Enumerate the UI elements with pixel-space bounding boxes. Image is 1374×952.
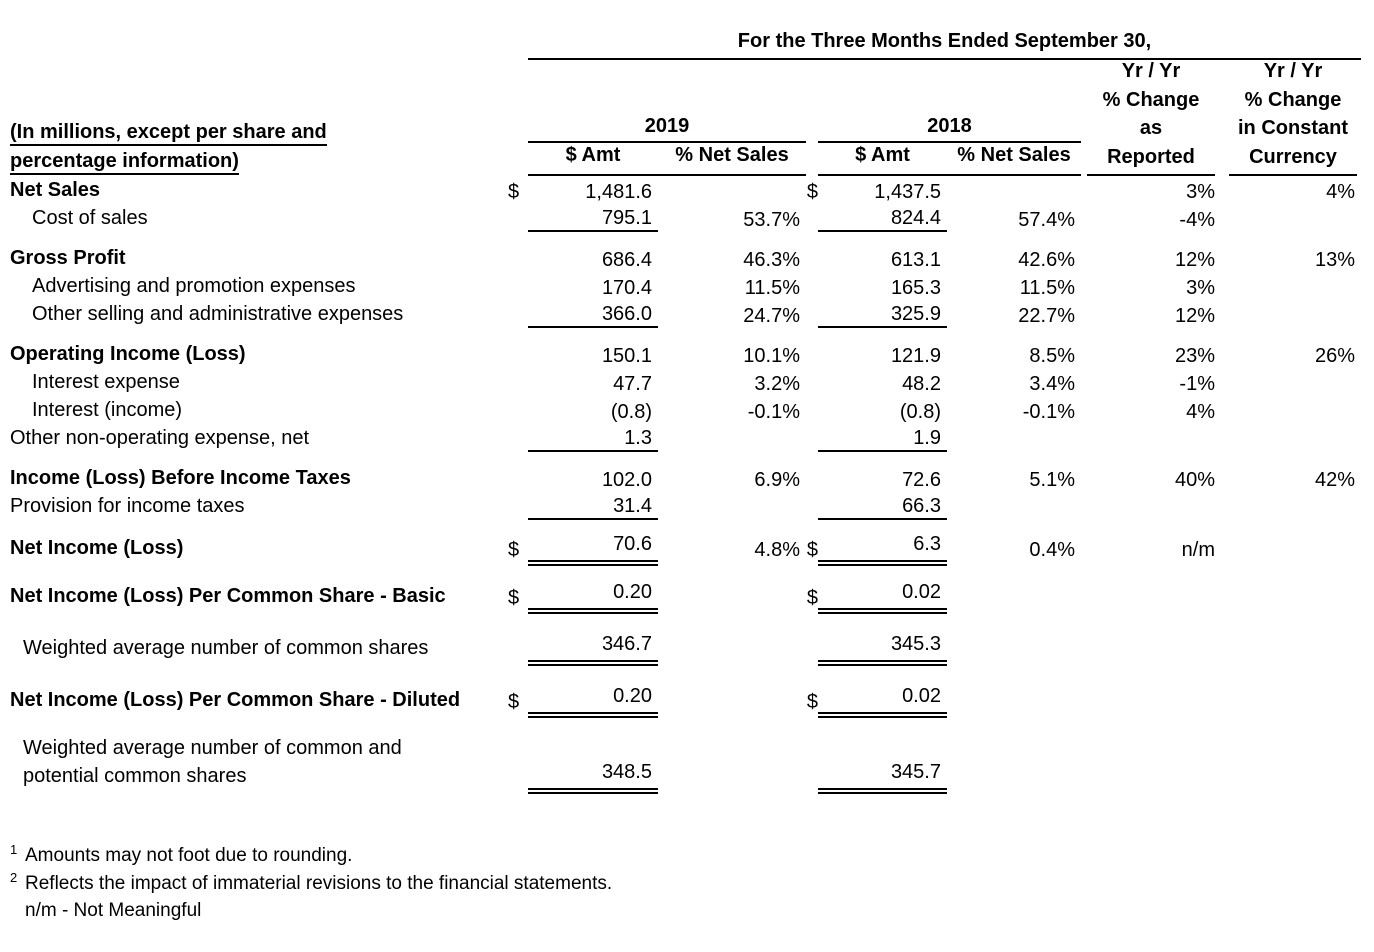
row-label (0, 424, 490, 452)
cell-amount-2018: 72.6 (902, 469, 941, 491)
footnote-2: $^2$ Reflects the impact of immaterial revisions to the financial statements. (10, 869, 613, 894)
cell-amount-2018: 48.2 (902, 373, 941, 395)
row-label (0, 340, 490, 368)
cell-amount-2019: 686.4 (601, 249, 652, 271)
cell-yoy-change-reported (1081, 424, 1221, 452)
row-label-text: Net Income (Loss) (10, 537, 184, 559)
cell-yoy-change-reported (1081, 492, 1221, 520)
cell-yoy-change-constant-currency (1221, 424, 1361, 452)
cell-yoy-change-reported: 3% (1186, 181, 1215, 203)
row-label-text: Gross Profit (10, 247, 126, 269)
row-label (0, 464, 490, 492)
cell-yoy-change-constant-currency (1221, 730, 1361, 794)
cell-currency-symbol-2018 (806, 632, 818, 666)
column-header-amt-2018: $ Amt (818, 144, 947, 176)
cell-amount-2018: 165.3 (890, 277, 941, 299)
cell-pct-net-sales-2019 (658, 684, 806, 718)
cell-currency-symbol-2018: $ (806, 691, 818, 713)
cell-currency-symbol-2018 (806, 368, 818, 396)
footnote-text: Reflects the impact of immaterial revisions to the financial statements. (25, 872, 613, 894)
cell-currency-symbol-2018 (806, 244, 818, 272)
table-row (0, 176, 1361, 204)
row-label (0, 368, 490, 396)
table-row (0, 272, 1361, 300)
cell-pct-net-sales-2018 (947, 580, 1081, 614)
cell-pct-net-sales-2018: 11.5% (1019, 277, 1075, 299)
cell-yoy-change-reported (1081, 730, 1221, 794)
cell-yoy-change-reported (1081, 632, 1221, 666)
footnote-1: $^1$ Amounts may not foot due to rounding. (10, 842, 353, 866)
units-caption-line (10, 118, 327, 147)
footnote-text: n/m - Not Meaningful (25, 900, 202, 921)
row-label-text: Weighted average number of common and (23, 737, 402, 759)
cell-amount-2019: 31.4 (528, 492, 658, 520)
cell-currency-symbol-2018: $ (806, 539, 818, 561)
column-header-line: in Constant (1238, 117, 1348, 139)
table-row (0, 340, 1361, 368)
cell-pct-net-sales-2019: 3.2% (754, 373, 800, 395)
units-caption-text: percentage information) (10, 150, 239, 175)
row-label-text-line2: potential common shares (23, 765, 247, 787)
cell-yoy-change-constant-currency: 42% (1314, 469, 1355, 491)
cell-pct-net-sales-2018 (947, 730, 1081, 794)
units-caption (10, 118, 327, 175)
cell-amount-2018: 1.9 (818, 424, 947, 452)
cell-currency-symbol-2019 (490, 464, 528, 492)
cell-currency-symbol-2018 (806, 204, 818, 232)
cell-currency-symbol-2019 (490, 492, 528, 520)
cell-pct-net-sales-2018: 42.6% (1018, 249, 1075, 271)
cell-amount-2018: 1,437.5 (874, 181, 941, 203)
cell-currency-symbol-2018 (806, 340, 818, 368)
cell-amount-2018: 345.3 (818, 632, 947, 666)
footnote-text: Amounts may not foot due to rounding. (25, 845, 353, 866)
column-header-pct-net-sales-2018: % Net Sales (947, 144, 1081, 176)
cell-currency-symbol-2018 (806, 300, 818, 328)
cell-amount-2019: 795.1 (528, 204, 658, 232)
cell-pct-net-sales-2019: 24.7% (743, 305, 800, 327)
cell-amount-2019: 170.4 (601, 277, 652, 299)
row-label-text: Advertising and promotion expenses (32, 275, 356, 297)
row-label (0, 532, 490, 566)
cell-pct-net-sales-2018 (947, 492, 1081, 520)
table-row (0, 368, 1361, 396)
column-header-line: Reported (1107, 145, 1195, 168)
cell-currency-symbol-2019 (490, 632, 528, 666)
cell-yoy-change-constant-currency: 13% (1314, 249, 1355, 271)
cell-currency-symbol-2018: $ (806, 181, 818, 203)
cell-pct-net-sales-2019 (658, 730, 806, 794)
cell-pct-net-sales-2018: 57.4% (1018, 209, 1075, 231)
cell-amount-2019: 1,481.6 (585, 181, 652, 203)
cell-pct-net-sales-2018: -0.1% (1022, 401, 1075, 423)
cell-pct-net-sales-2018: 3.4% (1029, 373, 1075, 395)
units-caption-line (10, 147, 327, 176)
cell-pct-net-sales-2018: 5.1% (1029, 469, 1075, 491)
row-label (0, 632, 490, 666)
column-header-line: Yr / Yr (1121, 60, 1181, 82)
column-group-2019: 2019 (528, 115, 806, 143)
column-header-line: as (1139, 117, 1163, 139)
cell-amount-2019: 150.1 (601, 345, 652, 367)
column-group-2018: 2018 (818, 115, 1081, 143)
cell-yoy-change-constant-currency (1221, 492, 1361, 520)
cell-pct-net-sales-2019: 10.1% (743, 345, 800, 367)
row-label-text: Provision for income taxes (10, 495, 245, 517)
cell-amount-2018: 121.9 (890, 345, 941, 367)
cell-pct-net-sales-2018: 0.4% (1029, 539, 1075, 561)
cell-currency-symbol-2019 (490, 340, 528, 368)
cell-amount-2018: 824.4 (818, 204, 947, 232)
cell-yoy-change-reported: 12% (1174, 249, 1215, 271)
cell-currency-symbol-2019 (490, 730, 528, 794)
cell-pct-net-sales-2019 (658, 580, 806, 614)
row-label-text: Operating Income (Loss) (10, 343, 246, 365)
row-label-text: Other non-operating expense, net (10, 427, 310, 449)
row-label-text: Net Sales (10, 179, 101, 201)
column-header-line: % Change (1244, 88, 1342, 111)
cell-currency-symbol-2018 (806, 464, 818, 492)
table-row (0, 396, 1361, 424)
row-label (0, 272, 490, 300)
cell-currency-symbol-2018 (806, 492, 818, 520)
cell-yoy-change-reported: -1% (1179, 373, 1215, 395)
column-header-line: Yr / Yr (1263, 60, 1323, 82)
row-label-text: Cost of sales (32, 207, 148, 229)
table-row (0, 580, 1361, 614)
row-label-text: Other selling and administrative expenses (32, 303, 404, 325)
cell-amount-2018: (0.8) (899, 401, 941, 423)
cell-yoy-change-constant-currency (1221, 204, 1361, 232)
cell-yoy-change-constant-currency (1221, 532, 1361, 566)
table-row (0, 492, 1361, 520)
cell-currency-symbol-2018: $ (806, 587, 818, 609)
cell-currency-symbol-2018 (806, 730, 818, 794)
row-label (0, 244, 490, 272)
row-label-text: Weighted average number of common shares (23, 637, 429, 659)
column-header-yoy-change-constant-currency (1229, 57, 1357, 176)
cell-currency-symbol-2018 (806, 396, 818, 424)
cell-currency-symbol-2019: $ (508, 691, 520, 713)
footnotes (10, 842, 1374, 925)
cell-amount-2019: (0.8) (610, 401, 652, 423)
row-label (0, 684, 490, 718)
cell-yoy-change-constant-currency: 4% (1326, 181, 1355, 203)
cell-yoy-change-constant-currency (1221, 580, 1361, 614)
table-row (0, 532, 1361, 566)
cell-yoy-change-reported: 4% (1186, 401, 1215, 423)
row-label-text: Net Income (Loss) Per Common Share - Basic (10, 585, 446, 607)
table-row (0, 464, 1361, 492)
table-title: For the Three Months Ended September 30, (528, 30, 1361, 60)
cell-currency-symbol-2019 (490, 396, 528, 424)
table-row (0, 300, 1361, 328)
cell-amount-2019: 348.5 (528, 730, 658, 794)
column-header-yoy-change-reported (1087, 57, 1215, 176)
table-row (0, 244, 1361, 272)
cell-pct-net-sales-2019: 53.7% (743, 209, 800, 231)
cell-yoy-change-constant-currency (1221, 396, 1361, 424)
cell-amount-2019: 366.0 (528, 300, 658, 328)
footnote-nm (10, 897, 1374, 925)
cell-pct-net-sales-2019 (658, 176, 806, 204)
cell-pct-net-sales-2019 (658, 424, 806, 452)
table-body (0, 176, 1361, 794)
row-label-text: Income (Loss) Before Income Taxes (10, 467, 351, 489)
column-header-line: Currency (1249, 145, 1337, 168)
cell-amount-2019: 0.20 (528, 580, 658, 614)
cell-amount-2019: 346.7 (528, 632, 658, 666)
cell-yoy-change-reported (1081, 684, 1221, 718)
cell-currency-symbol-2019 (490, 244, 528, 272)
cell-yoy-change-reported: n/m (1181, 539, 1215, 561)
row-label (0, 204, 490, 232)
cell-yoy-change-constant-currency (1221, 684, 1361, 718)
table-row (0, 424, 1361, 452)
cell-pct-net-sales-2018 (947, 176, 1081, 204)
table-header (0, 30, 1361, 176)
cell-currency-symbol-2019: $ (508, 587, 520, 609)
cell-yoy-change-constant-currency (1221, 632, 1361, 666)
cell-pct-net-sales-2018 (947, 632, 1081, 666)
row-label (0, 300, 490, 328)
cell-pct-net-sales-2019: 11.5% (744, 277, 800, 299)
cell-pct-net-sales-2019: 46.3% (743, 249, 800, 271)
cell-yoy-change-reported: -4% (1179, 209, 1215, 231)
row-label (0, 580, 490, 614)
cell-amount-2018: 6.3 (818, 532, 947, 566)
cell-yoy-change-reported: 23% (1174, 345, 1215, 367)
cell-yoy-change-reported: 40% (1174, 469, 1215, 491)
row-label (0, 176, 490, 204)
column-header-amt-2019: $ Amt (528, 144, 658, 176)
cell-currency-symbol-2019: $ (508, 539, 520, 561)
cell-currency-symbol-2019 (490, 272, 528, 300)
row-label (0, 730, 490, 794)
table-row (0, 684, 1361, 718)
row-label-text: Interest expense (32, 371, 180, 393)
cell-amount-2019: 0.20 (528, 684, 658, 718)
cell-pct-net-sales-2018 (947, 684, 1081, 718)
row-label-text: Net Income (Loss) Per Common Share - Diluted (10, 689, 461, 711)
cell-amount-2018: 0.02 (818, 580, 947, 614)
cell-yoy-change-constant-currency (1221, 300, 1361, 328)
column-header-pct-net-sales-2019: % Net Sales (658, 144, 806, 176)
cell-yoy-change-constant-currency (1221, 368, 1361, 396)
cell-currency-symbol-2019 (490, 204, 528, 232)
cell-currency-symbol-2019 (490, 424, 528, 452)
units-caption-text: (In millions, except per share and (10, 121, 327, 146)
cell-currency-symbol-2018 (806, 424, 818, 452)
table-row (0, 730, 1361, 794)
cell-yoy-change-constant-currency: 26% (1314, 345, 1355, 367)
row-label-text: Interest (income) (32, 399, 183, 421)
cell-pct-net-sales-2019: 6.9% (754, 469, 800, 491)
column-header-line: % Change (1102, 88, 1200, 111)
cell-pct-net-sales-2019: 4.8% (754, 539, 800, 561)
cell-amount-2018: 66.3 (818, 492, 947, 520)
cell-pct-net-sales-2018: 8.5% (1029, 345, 1075, 367)
cell-currency-symbol-2019: $ (508, 181, 520, 203)
cell-yoy-change-reported: 12% (1174, 305, 1215, 327)
cell-amount-2018: 613.1 (890, 249, 941, 271)
cell-amount-2019: 1.3 (528, 424, 658, 452)
cell-amount-2018: 0.02 (818, 684, 947, 718)
cell-yoy-change-reported (1081, 580, 1221, 614)
cell-amount-2018: 345.7 (818, 730, 947, 794)
table-row (0, 632, 1361, 666)
cell-pct-net-sales-2019 (658, 632, 806, 666)
cell-amount-2019: 102.0 (601, 469, 652, 491)
cell-amount-2018: 325.9 (818, 300, 947, 328)
cell-pct-net-sales-2018: 22.7% (1018, 305, 1075, 327)
row-label (0, 396, 490, 424)
cell-currency-symbol-2019 (490, 368, 528, 396)
cell-amount-2019: 70.6 (528, 532, 658, 566)
row-label (0, 492, 490, 520)
cell-yoy-change-constant-currency (1221, 272, 1361, 300)
cell-amount-2019: 47.7 (613, 373, 652, 395)
cell-yoy-change-reported: 3% (1186, 277, 1215, 299)
cell-pct-net-sales-2019: -0.1% (747, 401, 800, 423)
cell-pct-net-sales-2018 (947, 424, 1081, 452)
cell-pct-net-sales-2019 (658, 492, 806, 520)
cell-currency-symbol-2018 (806, 272, 818, 300)
cell-currency-symbol-2019 (490, 300, 528, 328)
table-row (0, 204, 1361, 232)
